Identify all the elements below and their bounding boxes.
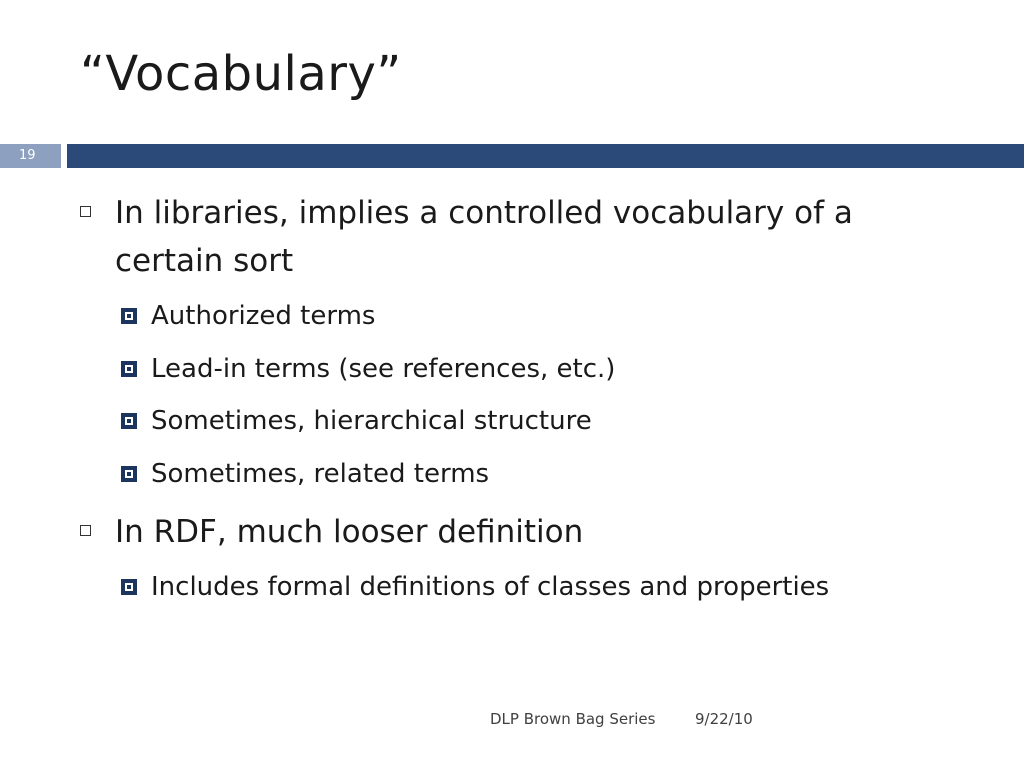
sub-bullet-text: Sometimes, related terms xyxy=(151,459,490,489)
bullet-text: In RDF, much looser definition xyxy=(115,514,584,550)
sub-bullet-item xyxy=(121,404,941,438)
footer-series: DLP Brown Bag Series xyxy=(490,710,656,728)
sub-bullet-text: Lead-in terms (see references, etc.) xyxy=(151,354,616,384)
square-bullet-icon xyxy=(121,466,137,482)
slide-title: “Vocabulary” xyxy=(80,46,402,102)
sub-bullet-item xyxy=(121,299,941,333)
bullet-text: In libraries, implies a controlled vocabulary of a certain sort xyxy=(115,195,853,279)
sub-bullet-text: Includes formal definitions of classes and properties xyxy=(151,572,830,602)
hollow-square-bullet-icon xyxy=(80,206,91,217)
square-bullet-icon xyxy=(121,579,137,595)
bullet-item xyxy=(80,189,950,285)
sub-bullet-text: Sometimes, hierarchical structure xyxy=(151,406,592,436)
slide-number-box xyxy=(0,144,61,168)
sub-bullet-item xyxy=(121,457,941,491)
slide-number: 19 xyxy=(19,148,36,163)
square-bullet-icon xyxy=(121,308,137,324)
hollow-square-bullet-icon xyxy=(80,525,91,536)
sub-bullet-text: Authorized terms xyxy=(151,301,376,331)
sub-bullet-item xyxy=(121,352,941,386)
square-bullet-icon xyxy=(121,361,137,377)
sub-bullet-item xyxy=(121,570,941,604)
square-bullet-icon xyxy=(121,413,137,429)
footer-date: 9/22/10 xyxy=(695,710,753,728)
header-bar xyxy=(67,144,1024,168)
bullet-item xyxy=(80,508,950,556)
